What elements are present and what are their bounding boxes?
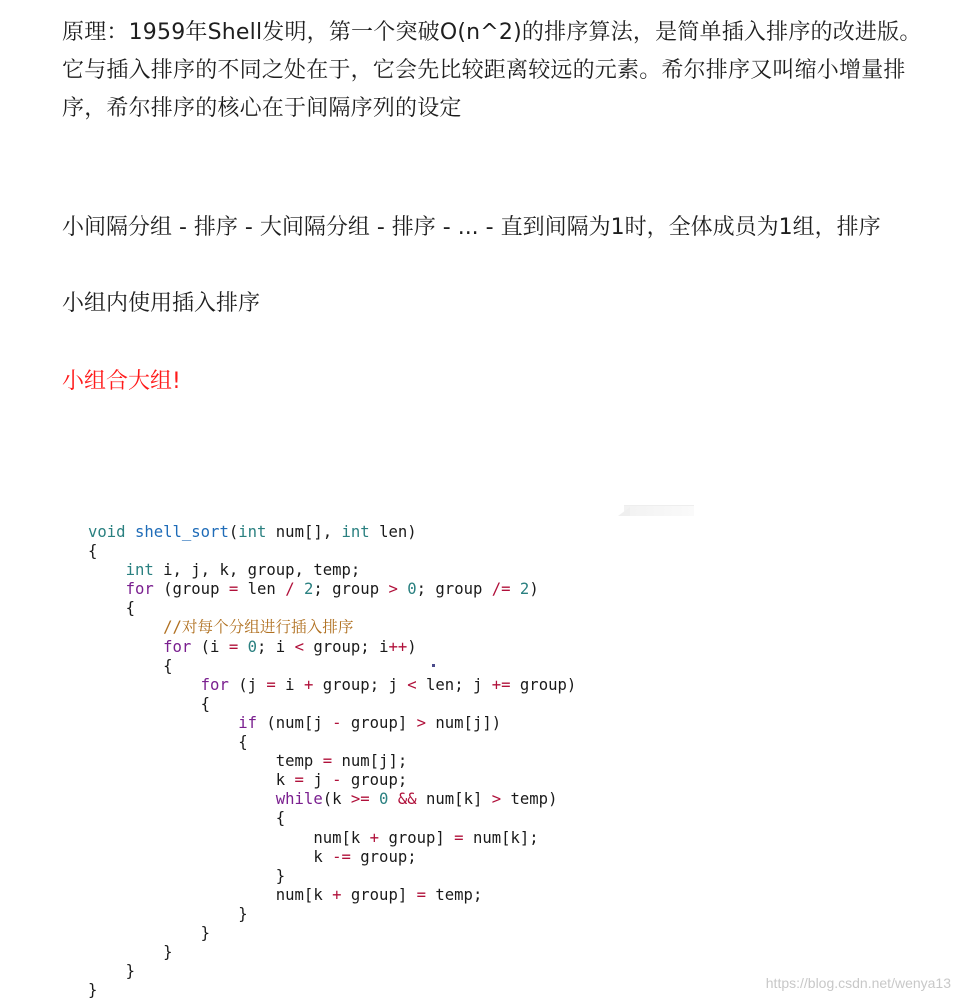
code-line-16: { (275, 809, 286, 828)
code-line-1: void shell_sort(int num[], int len) (88, 523, 417, 541)
code-line-8: { (163, 656, 173, 675)
merge-groups-highlight: 小组合大组! (62, 369, 181, 394)
code-line-12: { (238, 733, 248, 752)
group-insertion-text: 小组内使用插入排序 (62, 291, 261, 316)
code-line-2: { (88, 542, 98, 561)
screenshot-corner-artifact (624, 505, 694, 516)
shell-sort-code-block (88, 523, 576, 1000)
code-line-4: for (group = len / 2; group > 0; group /= 2) (125, 580, 539, 599)
code-line-20: num[k + group] = temp; (275, 885, 483, 904)
grouping-steps-text: 小间隔分组 - 排序 - 大间隔分组 - 排序 - ... - 直到间隔为1时，全体成员为1组，排序 (62, 215, 881, 240)
code-screenshot (58, 505, 698, 1005)
code-line-7: for (i = 0; i < group; i++) (163, 637, 417, 656)
code-line-11: if (num[j - group] > num[j]) (238, 713, 502, 732)
code-line-15: while(k >= 0 && num[k] > temp) (275, 790, 558, 809)
code-line-24: } (125, 962, 135, 981)
code-line-5: { (125, 599, 135, 618)
code-line-22: } (200, 923, 211, 942)
code-line-18: k -= group; (313, 847, 417, 866)
code-line-14: k = j - group; (275, 771, 408, 790)
csdn-watermark: https://blog.csdn.net/wenya13 (765, 975, 951, 991)
code-line-19: } (275, 866, 286, 885)
code-line-17: num[k + group] = num[k]; (313, 828, 539, 847)
code-line-23: } (163, 943, 173, 962)
code-line-3: int i, j, k, group, temp; (125, 561, 361, 580)
code-line-21: } (238, 904, 248, 923)
code-line-25: } (88, 981, 98, 1000)
code-line-10: { (200, 694, 211, 713)
code-line-13: temp = num[j]; (275, 752, 408, 771)
code-comment: //对每个分组进行插入排序 (163, 618, 354, 637)
stray-dot (432, 664, 435, 667)
principle-paragraph: 原理：1959年Shell发明，第一个突破O(n^2)的排序算法，是简单插入排序的改进版。它与插入排序的不同之处在于，它会先比较距离较远的元素。希尔排序又叫缩小增量排序，希尔排序的核心在于间隔序列的设定 (62, 20, 922, 121)
code-line-9: for (j = i + group; j < len; j += group) (200, 675, 577, 694)
